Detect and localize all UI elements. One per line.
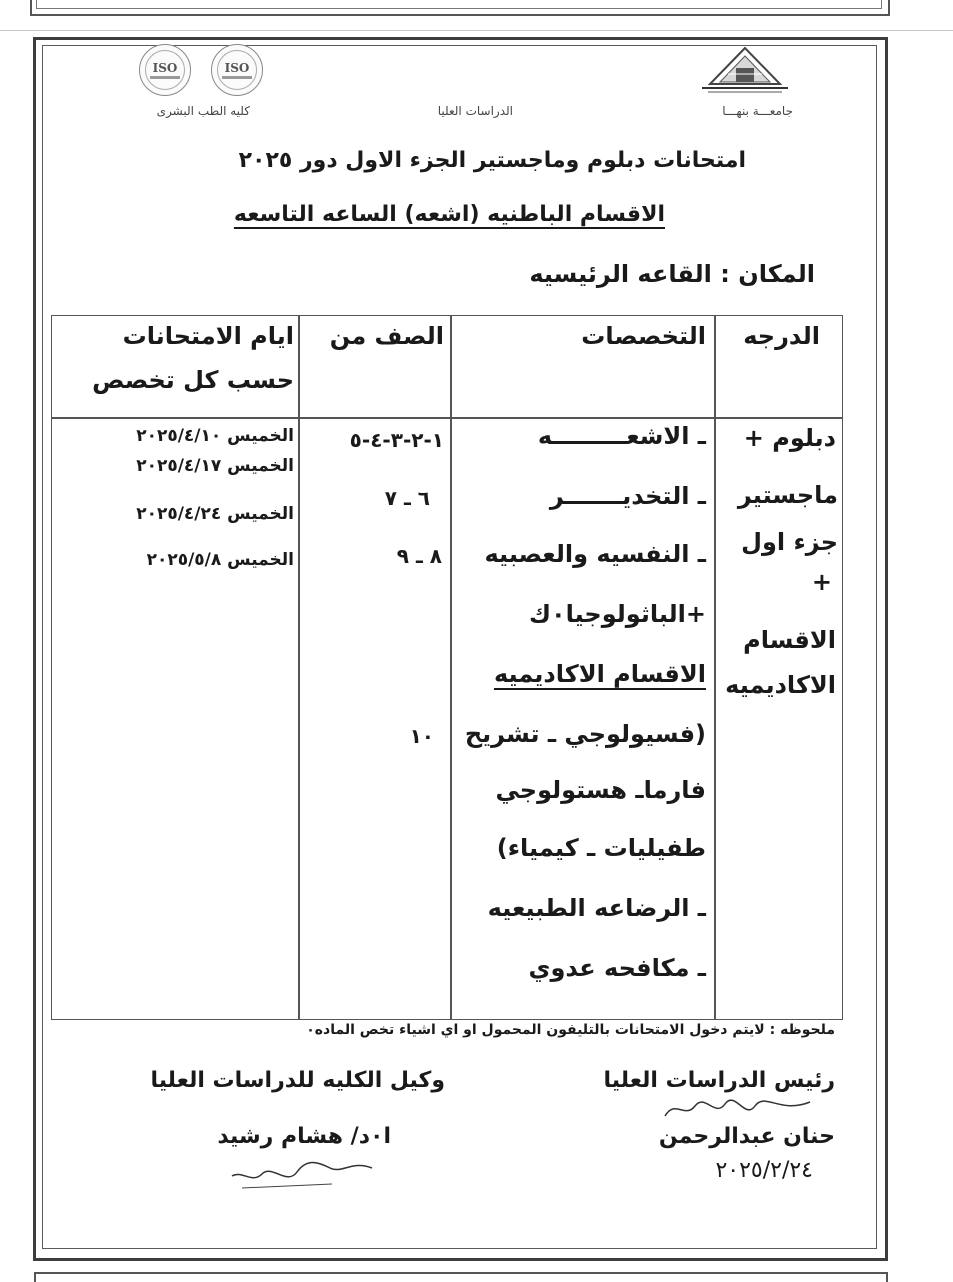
- signature-right-date: ٢٠٢٥/٢/٢٤: [715, 1158, 813, 1183]
- scan-edge-bottom: [34, 1272, 888, 1282]
- table-column-divider: [450, 316, 452, 1019]
- university-name: جامعـــة بنهـــا: [722, 104, 793, 118]
- header-degree: الدرجه: [743, 322, 820, 350]
- class-range: ١-٢-٣-٤-٥: [349, 428, 444, 452]
- table-column-divider: [714, 316, 716, 1019]
- specialty-item: ـ النفسيه والعصبيه: [484, 540, 706, 568]
- handwritten-signature-icon: [212, 1154, 382, 1194]
- table-column-divider: [298, 316, 300, 1019]
- signature-right-name: حنان عبدالرحمن: [658, 1124, 835, 1149]
- exam-date: الخميس ٢٠٢٥/٤/١٠: [136, 426, 294, 446]
- header-specialties: التخصصات: [581, 322, 706, 350]
- class-range: ٨ ـ ٩: [396, 544, 442, 568]
- signature-left-name: ا٠د/ هشام رشيد: [217, 1124, 391, 1149]
- class-range: ٦ ـ ٧: [384, 486, 430, 510]
- specialty-section-heading: الاقسام الاكاديميه: [493, 660, 706, 688]
- signature-left-title: وكيل الكليه للدراسات العليا: [150, 1068, 445, 1093]
- specialty-item: +الباثولوجيا٠ك: [528, 600, 706, 628]
- scan-separator: [0, 30, 953, 31]
- iso-badge-icon: ISO: [211, 44, 263, 96]
- degree-line: دبلوم +: [743, 424, 836, 452]
- specialty-item: ـ مكافحه عدوي: [528, 954, 706, 982]
- university-logo-icon: [700, 44, 790, 96]
- header-exam-days: ايام الامتحانات: [122, 322, 294, 350]
- degree-line: الاكاديميه: [725, 671, 836, 699]
- exam-location: المكان : القاعه الرئيسيه: [529, 260, 815, 288]
- department-name: الدراسات العليا: [437, 104, 513, 118]
- degree-line: الاقسام: [743, 626, 836, 654]
- specialty-item: ـ الاشعـــــــــه: [537, 422, 706, 450]
- scan-edge-top-inner: [36, 0, 882, 9]
- faculty-name: كليه الطب البشرى: [156, 104, 250, 118]
- degree-line: +: [811, 568, 832, 596]
- exam-date: الخميس ٢٠٢٥/٤/١٧: [136, 456, 294, 476]
- exam-date: الخميس ٢٠٢٥/٥/٨: [146, 550, 294, 570]
- class-range: ١٠: [409, 724, 434, 748]
- exam-note: ملحوظه : لايتم دخول الامتحانات بالتليفون المحمول او اي اشياء تخص الماده٠: [306, 1022, 835, 1038]
- iso-badge-icon: ISO: [139, 44, 191, 96]
- table-header-divider: [52, 417, 842, 419]
- header-exam-days-sub: حسب كل تخصص: [92, 366, 294, 394]
- specialty-item: ـ التخديـــــــر: [549, 482, 706, 510]
- specialty-item: (فسيولوجي ـ تشريح: [464, 720, 706, 748]
- specialty-item: طفيليات ـ كيمياء): [496, 834, 706, 862]
- specialty-item: ـ الرضاعه الطبيعيه: [487, 894, 706, 922]
- degree-line: جزء اول: [741, 528, 838, 556]
- signature-right-title: رئيس الدراسات العليا: [603, 1068, 835, 1093]
- page-subtitle: الاقسام الباطنيه (اشعه) الساعه التاسعه: [233, 202, 665, 227]
- exam-schedule-table: [51, 315, 843, 1020]
- specialty-item: فارماـ هستولوجي: [495, 776, 706, 804]
- degree-line: ماجستير: [737, 481, 838, 509]
- header-class-from: الصف من: [329, 322, 444, 350]
- handwritten-signature-icon: [660, 1094, 820, 1124]
- exam-date: الخميس ٢٠٢٥/٤/٢٤: [136, 504, 294, 524]
- page-title: امتحانات دبلوم وماجستير الجزء الاول دور ٢٠٢٥: [238, 148, 746, 173]
